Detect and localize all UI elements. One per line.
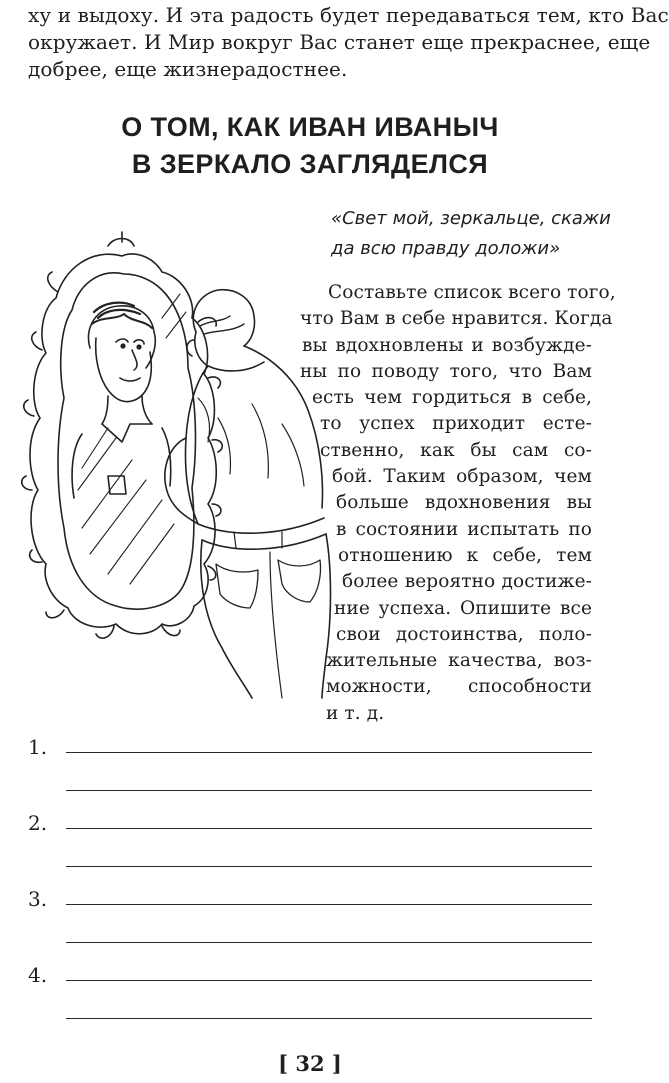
body-line: отношению к себе, тем xyxy=(338,545,592,566)
intro-line: добрее, еще жизнерадостнее. xyxy=(28,57,348,81)
body-line: то успех приходит есте- xyxy=(320,413,592,434)
writing-line xyxy=(66,904,592,905)
man-looking-in-mirror-illustration xyxy=(12,228,342,698)
epigraph-line-1: «Свет мой, зеркальце, скажи xyxy=(331,208,611,229)
body-line: что Вам в себе нравится. Когда xyxy=(300,308,613,329)
body-line: можности, способности xyxy=(326,676,592,697)
body-line: ние успеха. Опишите все xyxy=(334,598,592,619)
body-line: более вероятно достиже- xyxy=(342,571,592,592)
body-line: бой. Таким образом, чем xyxy=(332,466,592,487)
list-number: 3. xyxy=(28,887,48,911)
epigraph-line-2: да всю правду доложи» xyxy=(331,238,561,259)
epigraph xyxy=(331,204,611,264)
body-line: есть чем гордиться в себе, xyxy=(312,387,592,408)
writing-line xyxy=(66,790,592,791)
intro-paragraph xyxy=(28,2,669,83)
body-line: Составьте список всего того, xyxy=(328,282,616,303)
body-line: ственно, как бы сам со- xyxy=(320,440,592,461)
body-line: вы вдохновлены и возбужде- xyxy=(302,335,592,356)
intro-line: окружает. И Мир вокруг Вас станет еще прекраснее, еще xyxy=(28,30,651,54)
body-line: ны по поводу того, что Вам xyxy=(300,361,592,382)
intro-line: ху и выдоху. И эта радость будет передаваться тем, кто Вас xyxy=(28,3,669,27)
writing-line xyxy=(66,828,592,829)
writing-line xyxy=(66,752,592,753)
writing-line xyxy=(66,1018,592,1019)
writing-line xyxy=(66,980,592,981)
body-line: и т. д. xyxy=(326,703,385,724)
body-line: в состоянии испытать по xyxy=(336,519,592,540)
writing-line xyxy=(66,866,592,867)
list-number: 4. xyxy=(28,963,48,987)
section-title-line-2: В ЗЕРКАЛО ЗАГЛЯДЕЛСЯ xyxy=(131,149,489,179)
section-title-line-1: О ТОМ, КАК ИВАН ИВАНЫЧ xyxy=(121,112,499,142)
body-line: свои достоинства, поло- xyxy=(336,624,592,645)
page-number: [ 32 ] xyxy=(278,1051,342,1076)
writing-line xyxy=(66,942,592,943)
body-line: жительные качества, воз- xyxy=(326,650,592,671)
list-number: 2. xyxy=(28,811,48,835)
body-line: больше вдохновения вы xyxy=(336,492,592,513)
list-number: 1. xyxy=(28,735,48,759)
